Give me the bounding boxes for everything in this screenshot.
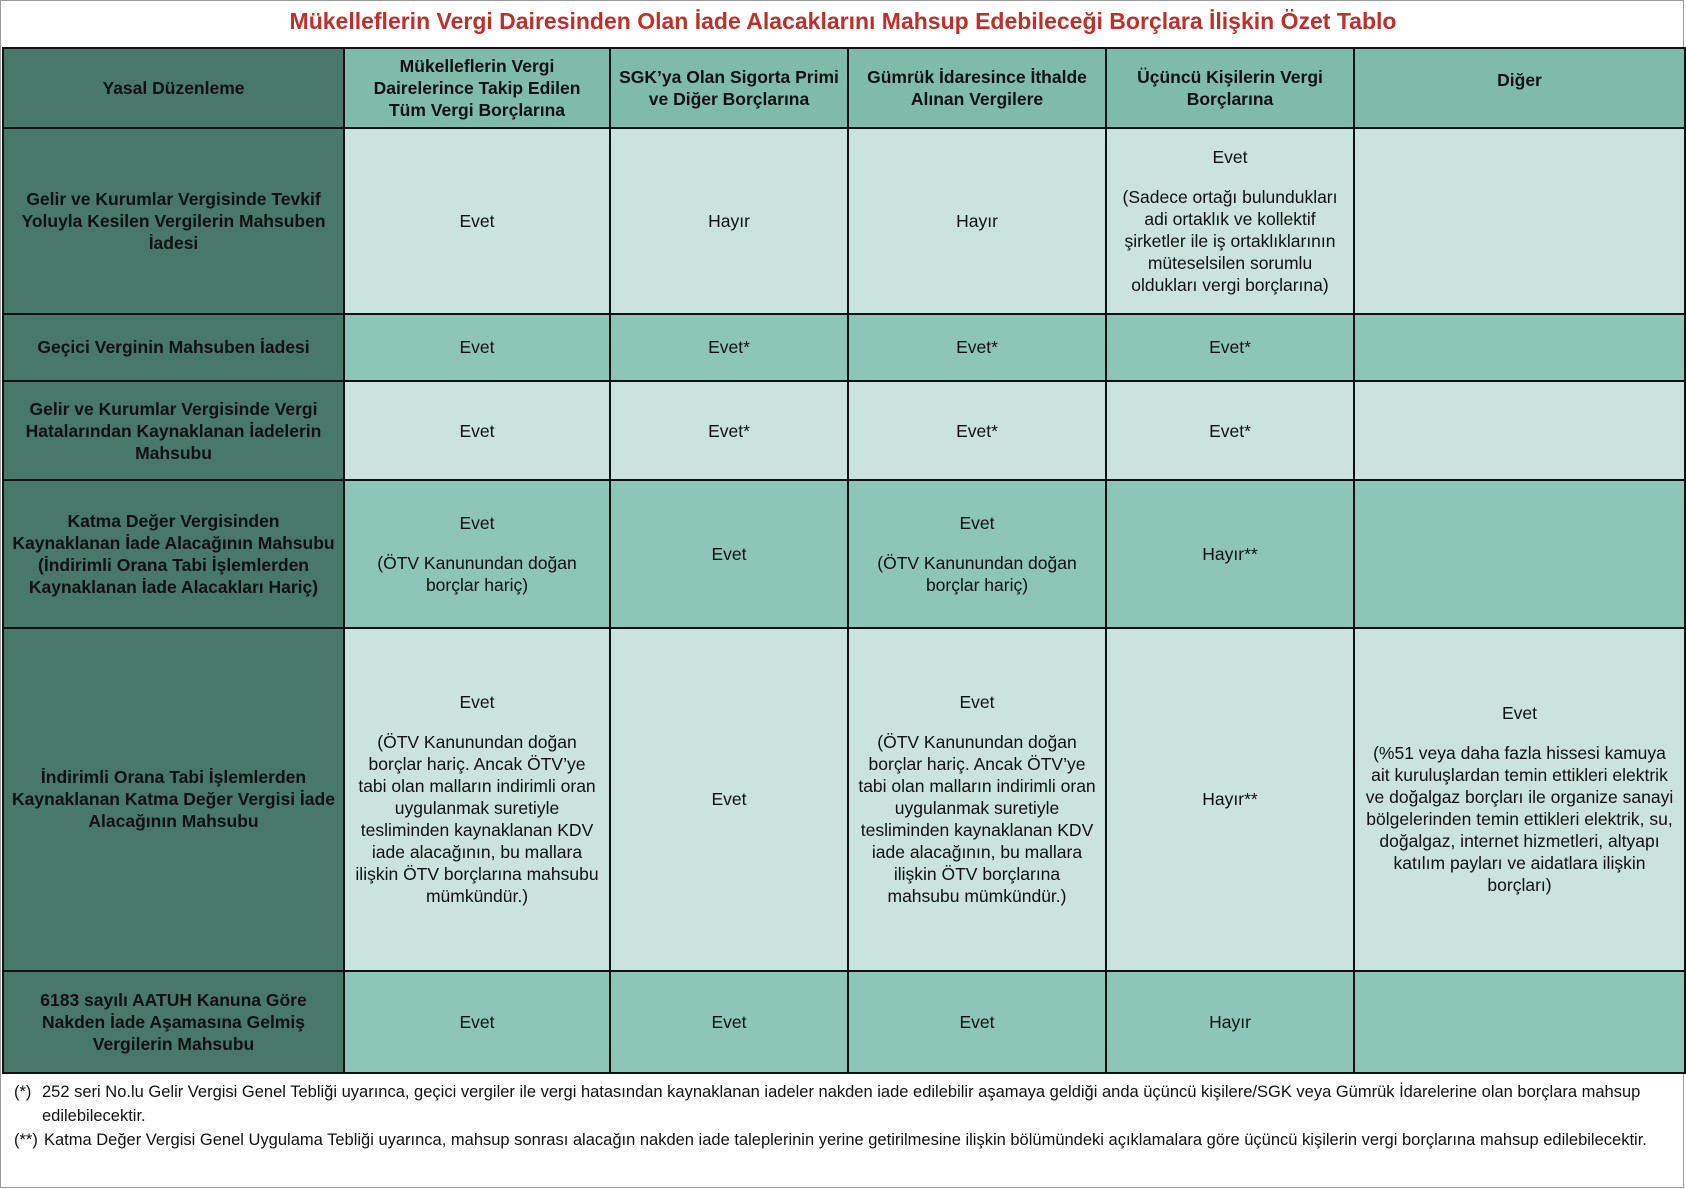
header-third-party-debts: Üçüncü Kişilerin Vergi Borçlarına [1106,48,1354,128]
cell-value: Evet [459,1012,495,1033]
table-cell [344,314,610,381]
table-cell [610,314,848,381]
table-cell [1354,628,1685,972]
cell-note: (Sadece ortağı bulundukları adi ortaklık ve kollektif şirketler ile iş ortaklıklarının müteselsilen sorumlu oldukları vergi borçlarına) [1122,186,1338,295]
table-row [3,628,1685,972]
table-cell [344,480,610,627]
table-cell [1106,971,1354,1073]
header-legal-regulation: Yasal Düzenleme [3,48,344,128]
footnote-text: Katma Değer Vergisi Genel Uygulama Tebliği uyarınca, mahsup sonrası alacağın nakden iade taleplerinin yerine getirilmesine ilişkin bölümündeki açıklamalara göre üçüncü kişilerin vergi borçlarına mahsup edilebilecektir. [44,1131,1647,1149]
cell-value: Hayır [956,210,998,231]
cell-value: Hayır** [1202,543,1258,564]
footnote [14,1080,1674,1128]
table-cell [610,628,848,972]
table-cell [344,971,610,1073]
table-cell [848,480,1106,627]
table-row [3,480,1685,627]
footnote-text: 252 seri No.lu Gelir Vergisi Genel Tebliği uyarınca, geçici vergiler ile vergi hatasından kaynaklanan iadeler nakden iade edilebilir aşamaya geldiği anda üçüncü kişilere/SGK veya Gümrük İdarelerine olan borçlara mahsup edilebilecektir. [42,1083,1641,1125]
footnotes [14,1080,1674,1152]
footnote-mark: (*) [14,1083,32,1101]
cell-value: Hayır [708,210,750,231]
cell-value: Evet [711,1012,747,1033]
table-cell [848,128,1106,314]
table-cell [1106,480,1354,627]
cell-note: (%51 veya daha fazla hissesi kamuya ait kuruluşlardan temin ettikleri elektrik ve doğalgaz borçları ile organize sanayi bölgelerinden temin ettikleri elektrik, su, doğalgaz, internet hizmetleri, altyapı katılım payları ve aidatlara ilişkin borçları) [1365,743,1674,896]
table-cell [1106,314,1354,381]
table-row [3,971,1685,1073]
table-cell [848,971,1106,1073]
table-row [3,381,1685,480]
row-label: İndirimli Orana Tabi İşlemlerden Kaynaklanan Katma Değer Vergisi İade Alacağının Mahsubu [3,628,344,972]
table-cell [848,381,1106,480]
cell-value: Hayır [1209,1012,1251,1033]
cell-value: Evet* [956,337,998,358]
cell-value: Evet [1501,703,1538,724]
table-cell [1354,971,1685,1073]
table-cell [610,381,848,480]
cell-value: Evet [459,210,495,231]
header-sgk-debts: SGK’ya Olan Sigorta Primi ve Diğer Borçlarına [610,48,848,128]
cell-value: Evet [711,543,747,564]
row-label: Gelir ve Kurumlar Vergisinde Tevkif Yoluyla Kesilen Vergilerin Mahsuben İadesi [3,128,344,314]
cell-value: Evet* [956,420,998,441]
cell-value: Evet [459,420,495,441]
cell-value: Evet [459,337,495,358]
table-cell [344,128,610,314]
cell-note: (ÖTV Kanunundan doğan borçlar hariç) [877,552,1077,595]
page-title: Mükelleflerin Vergi Dairesinden Olan İade Alacaklarını Mahsup Edebileceği Borçlara İlişkin Özet Tablo [289,8,1397,34]
header-all-tax-debts: Mükelleflerin Vergi Dairelerince Takip Edilen Tüm Vergi Borçlarına [344,48,610,128]
cell-value: Evet* [1209,420,1251,441]
row-label: Gelir ve Kurumlar Vergisinde Vergi Hatalarından Kaynaklanan İadelerin Mahsubu [3,381,344,480]
summary-table [2,47,1686,1074]
footnote-mark: (**) [14,1131,38,1149]
cell-value: Evet [459,512,495,533]
table-cell [1354,314,1685,381]
cell-value: Hayır** [1202,789,1258,810]
cell-value: Evet [711,789,747,810]
table-cell [848,628,1106,972]
row-label: 6183 sayılı AATUH Kanuna Göre Nakden İade Aşamasına Gelmiş Vergilerin Mahsubu [3,971,344,1073]
cell-note: (ÖTV Kanunundan doğan borçlar hariç. Ancak ÖTV’ye tabi olan malların indirimli oran uygulanmak suretiyle tesliminden kaynaklanan KDV iade alacağının, bu mallara ilişkin ÖTV borçlarına mahsubu mümkündür.) [858,732,1096,907]
row-label: Katma Değer Vergisinden Kaynaklanan İade Alacağının Mahsubu (İndirimli Orana Tabi İşlemlerden Kaynaklanan İade Alacakları Hariç) [3,480,344,627]
cell-value: Evet* [1209,337,1251,358]
table-cell [610,971,848,1073]
cell-value: Evet* [708,337,750,358]
cell-value: Evet [959,512,995,533]
table-cell [610,128,848,314]
table-cell [1106,381,1354,480]
table-cell [1106,128,1354,314]
row-label: Geçici Verginin Mahsuben İadesi [3,314,344,381]
header-customs-taxes: Gümrük İdaresince İthalde Alınan Vergilere [848,48,1106,128]
cell-note: (ÖTV Kanunundan doğan borçlar hariç. Ancak ÖTV’ye tabi olan malların indirimli oran uygulanmak suretiyle tesliminden kaynaklanan KDV iade alacağının, bu mallara ilişkin ÖTV borçlarına mahsubu mümkündür.) [355,732,599,907]
cell-value: Evet [459,692,495,713]
table-cell [1354,381,1685,480]
table-row [3,128,1685,314]
table-cell [848,314,1106,381]
header-other: Diğer [1354,48,1685,128]
table-cell [1354,128,1685,314]
cell-value: Evet [959,692,995,713]
table-cell [344,628,610,972]
table-cell [610,480,848,627]
cell-value: Evet* [708,420,750,441]
cell-value: Evet [1212,146,1248,167]
table-cell [1106,628,1354,972]
table-cell [344,381,610,480]
table-row [3,314,1685,381]
header-row [3,48,1685,128]
table-cell [1354,480,1685,627]
cell-value: Evet [959,1012,995,1033]
cell-note: (ÖTV Kanunundan doğan borçlar hariç) [377,552,577,595]
footnote [14,1128,1674,1152]
